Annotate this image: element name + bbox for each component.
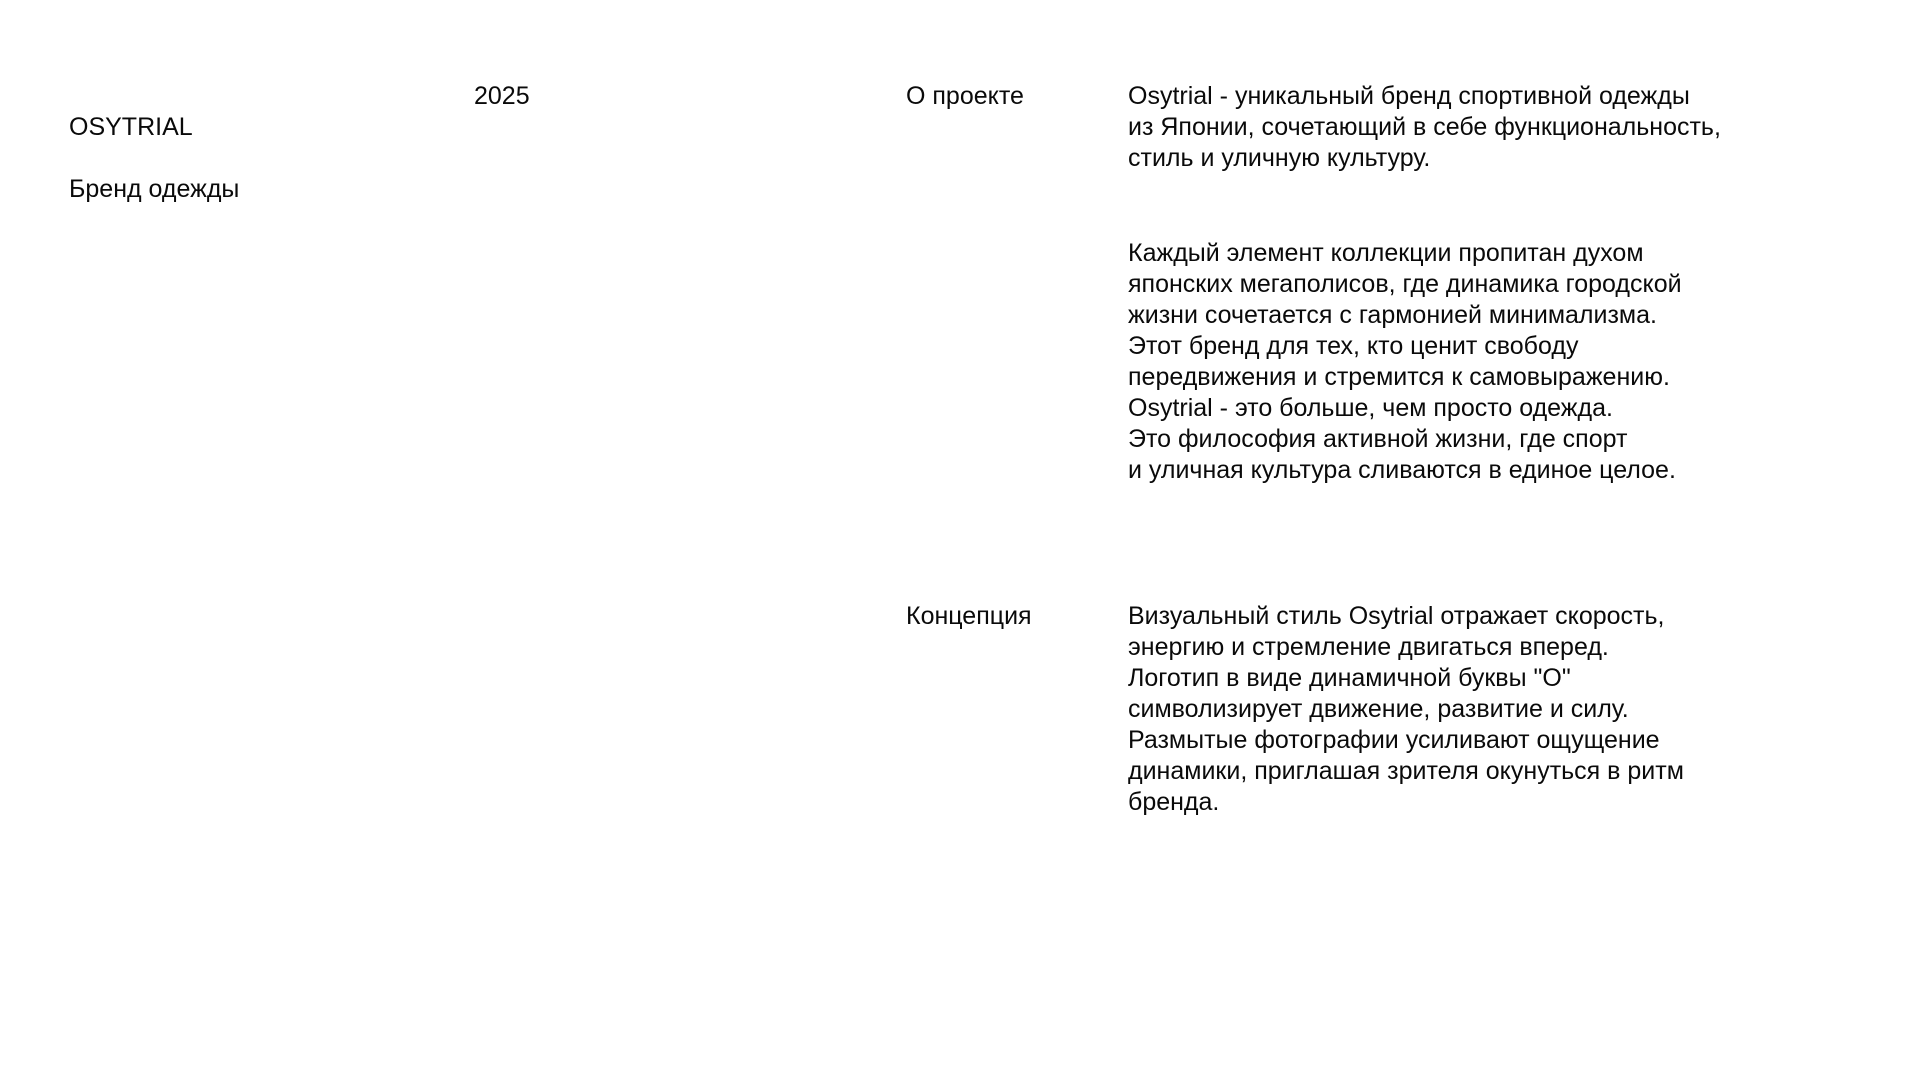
brand-name: OSYTRIAL	[69, 113, 193, 141]
about-paragraph-2: Каждый элемент коллекции пропитан духом японских мегаполисов, где динамика городской жизни сочетается с гармонией минимализма. Этот бренд для тех, кто ценит свободу передвижения и стремится к самовыражению. Osytrial - это больше, чем просто одежда. Это философия активной жизни, где спорт и уличная культура сливаются в единое целое.	[1128, 239, 1682, 484]
about-paragraph-1: Osytrial - уникальный бренд спортивной одежды из Японии, сочетающий в себе функциональность, стиль и уличную культуру.	[1128, 82, 1721, 172]
section-label-concept: Концепция	[906, 602, 1032, 630]
brand-subtitle: Бренд одежды	[69, 175, 240, 203]
project-year: 2025	[474, 82, 530, 110]
section-label-about: О проекте	[906, 82, 1024, 110]
concept-paragraph-1: Визуальный стиль Osytrial отражает скорость, энергию и стремление двигаться вперед. Логотип в виде динамичной буквы "О" символизирует движение, развитие и силу. Размытые фотографии усиливают ощущение динамики, приглашая зрителя окунуться в ритм бренда.	[1128, 602, 1684, 816]
brand-block	[69, 81, 409, 236]
